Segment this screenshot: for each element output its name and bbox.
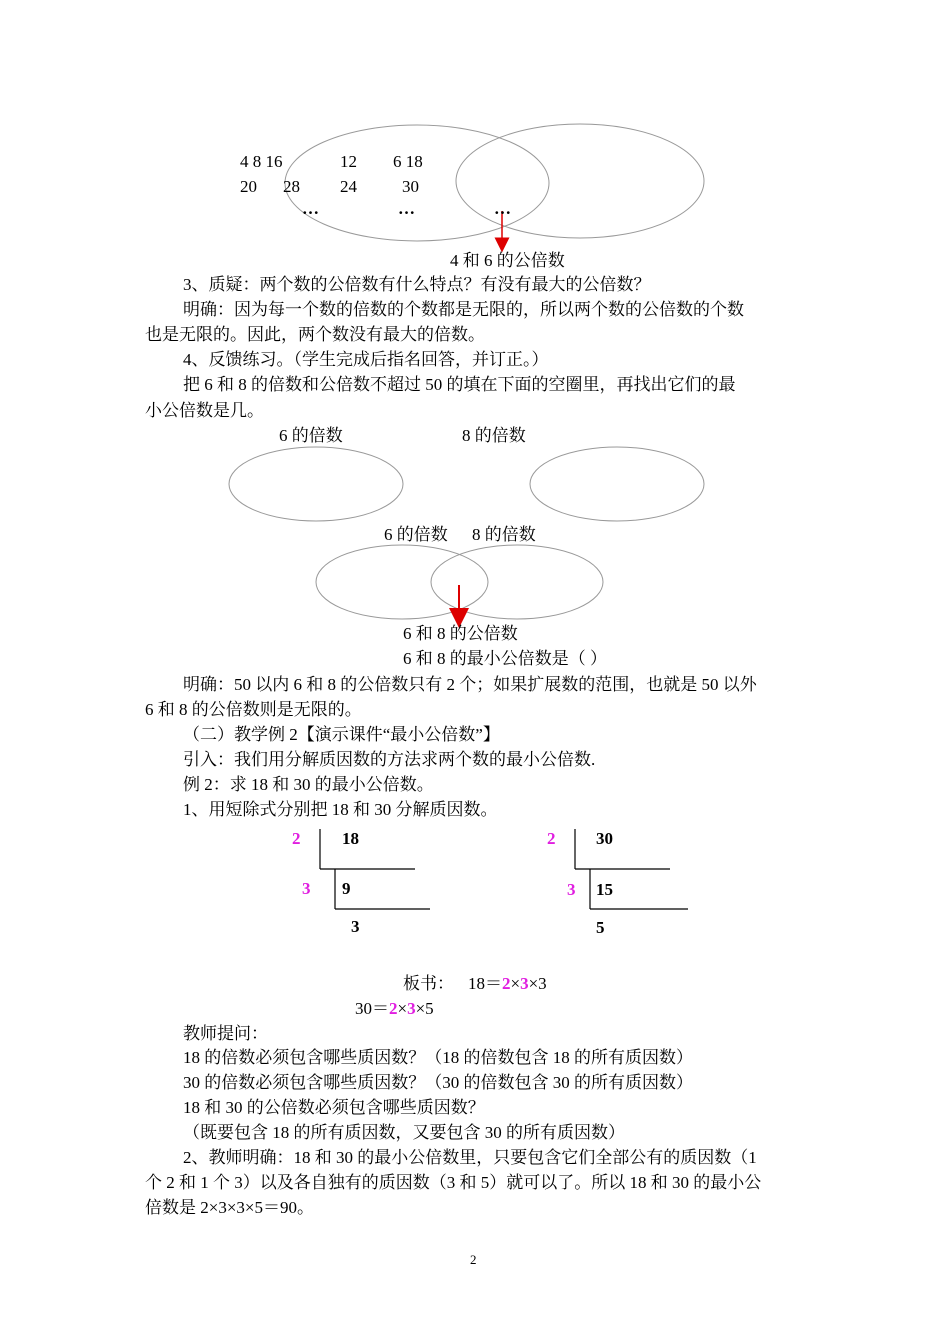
div18-dividend: 18 <box>342 829 359 848</box>
venn3-label-right: 8 的倍数 <box>472 525 536 544</box>
clarify-paragraph-1b: 也是无限的。因此，两个数没有最大的倍数。 <box>145 325 485 344</box>
example-paragraph: 例 2：求 18 和 30 的最小公倍数。 <box>183 775 434 794</box>
board-l1-prefix: 18＝ <box>468 974 502 993</box>
div30-divisor-2: 3 <box>567 880 576 899</box>
venn1-right-ellipse <box>456 124 704 238</box>
div30-quotient-1: 15 <box>596 880 613 899</box>
section-heading: （二）教学例 2【演示课件“最小公倍数”】 <box>183 725 500 744</box>
venn2-left-ellipse <box>229 447 403 521</box>
venn1-ellipsis-3: … <box>494 199 511 218</box>
board-l1-factor-3: 3 <box>520 974 529 993</box>
task-paragraph-a: 把 6 和 8 的倍数和公倍数不超过 50 的填在下面的空圈里，再找出它们的最 <box>183 375 736 394</box>
venn1-caption: 4 和 6 的公倍数 <box>450 251 565 270</box>
board-l2-prefix: 30＝ <box>355 999 389 1018</box>
board-l2-rest: ×5 <box>415 999 434 1018</box>
venn3-caption-2: 6 和 8 的最小公倍数是（ ） <box>403 649 607 668</box>
venn2-label-left: 6 的倍数 <box>279 426 343 445</box>
div18-divisor-1: 2 <box>292 829 301 848</box>
venn1-number-12: 12 <box>340 152 357 171</box>
venn1-ellipsis-1: … <box>302 199 319 218</box>
step2-paragraph-b: 个 2 和 1 个 3）以及各自独有的质因数（3 和 5）就可以了。所以 18 和 30 的最小公 <box>145 1173 762 1192</box>
div18-divisor-2: 3 <box>302 879 311 898</box>
board-l2-factor-3: 3 <box>407 999 416 1018</box>
div18-quotient-1: 9 <box>342 879 351 898</box>
div30-dividend: 30 <box>596 829 613 848</box>
venn3-caption-1: 6 和 8 的公倍数 <box>403 624 518 643</box>
short-division-18-lines <box>320 829 430 909</box>
feedback-paragraph: 4、反馈练习。（学生完成后指名回答，并订正。） <box>183 350 549 369</box>
board-l1-times: × <box>510 974 521 993</box>
board-l1-factor-2: 2 <box>502 974 511 993</box>
teacher-question-1: 18 的倍数必须包含哪些质因数？（18 的倍数包含 18 的所有质因数） <box>183 1048 693 1067</box>
board-l2-factor-2: 2 <box>389 999 398 1018</box>
venn1-ellipsis-2: … <box>398 199 415 218</box>
task-paragraph-b: 小公倍数是几。 <box>145 401 264 420</box>
board-line-2 <box>355 999 434 1019</box>
board-label: 板书： <box>403 974 454 993</box>
venn1-number-24: 24 <box>340 177 357 196</box>
teacher-question-title: 教师提问： <box>183 1024 268 1043</box>
venn2-label-right: 8 的倍数 <box>462 426 526 445</box>
clarify-paragraph-2b: 6 和 8 的公倍数则是无限的。 <box>145 700 362 719</box>
step2-paragraph-a: 2、教师明确：18 和 30 的最小公倍数里，只要包含它们全部公有的质因数（1 <box>183 1148 757 1167</box>
venn1-number-20: 20 <box>240 177 257 196</box>
teacher-question-3: 18 和 30 的公倍数必须包含哪些质因数？ <box>183 1098 485 1117</box>
board-l2-times: × <box>397 999 408 1018</box>
venn1-number-28: 28 <box>283 177 300 196</box>
step2-paragraph-c: 倍数是 2×3×3×5＝90。 <box>145 1198 315 1217</box>
venn3-left-ellipse <box>316 545 488 619</box>
board-line-1 <box>403 974 547 994</box>
intro-paragraph: 引入：我们用分解质因数的方法求两个数的最小公倍数. <box>183 750 596 769</box>
venn3-label-left: 6 的倍数 <box>384 525 448 544</box>
venn1-common-row1: 6 18 <box>393 152 423 171</box>
venn1-common-row2: 30 <box>402 177 419 196</box>
div18-quotient-2: 3 <box>351 917 360 936</box>
teacher-question-2: 30 的倍数必须包含哪些质因数？（30 的倍数包含 30 的所有质因数） <box>183 1073 693 1092</box>
div30-quotient-2: 5 <box>596 918 605 937</box>
clarify-paragraph-2a: 明确：50 以内 6 和 8 的公倍数只有 2 个；如果扩展数的范围，也就是 50 以外 <box>183 675 757 694</box>
board-l1-rest: ×3 <box>528 974 547 993</box>
teacher-question-3-answer: （既要包含 18 的所有质因数，又要包含 30 的所有质因数） <box>183 1123 625 1142</box>
clarify-paragraph-1a: 明确：因为每一个数的倍数的个数都是无限的，所以两个数的公倍数的个数 <box>183 300 744 319</box>
short-division-30-lines <box>575 829 688 909</box>
div30-divisor-1: 2 <box>547 829 556 848</box>
question-paragraph: 3、质疑：两个数的公倍数有什么特点？有没有最大的公倍数？ <box>183 275 651 294</box>
venn3-right-ellipse <box>431 545 603 619</box>
venn1-numbers-row1: 4 8 16 <box>240 152 283 171</box>
step1-paragraph: 1、用短除式分别把 18 和 30 分解质因数。 <box>183 800 498 819</box>
page-number: 2 <box>470 1252 477 1267</box>
venn2-right-ellipse <box>530 447 704 521</box>
